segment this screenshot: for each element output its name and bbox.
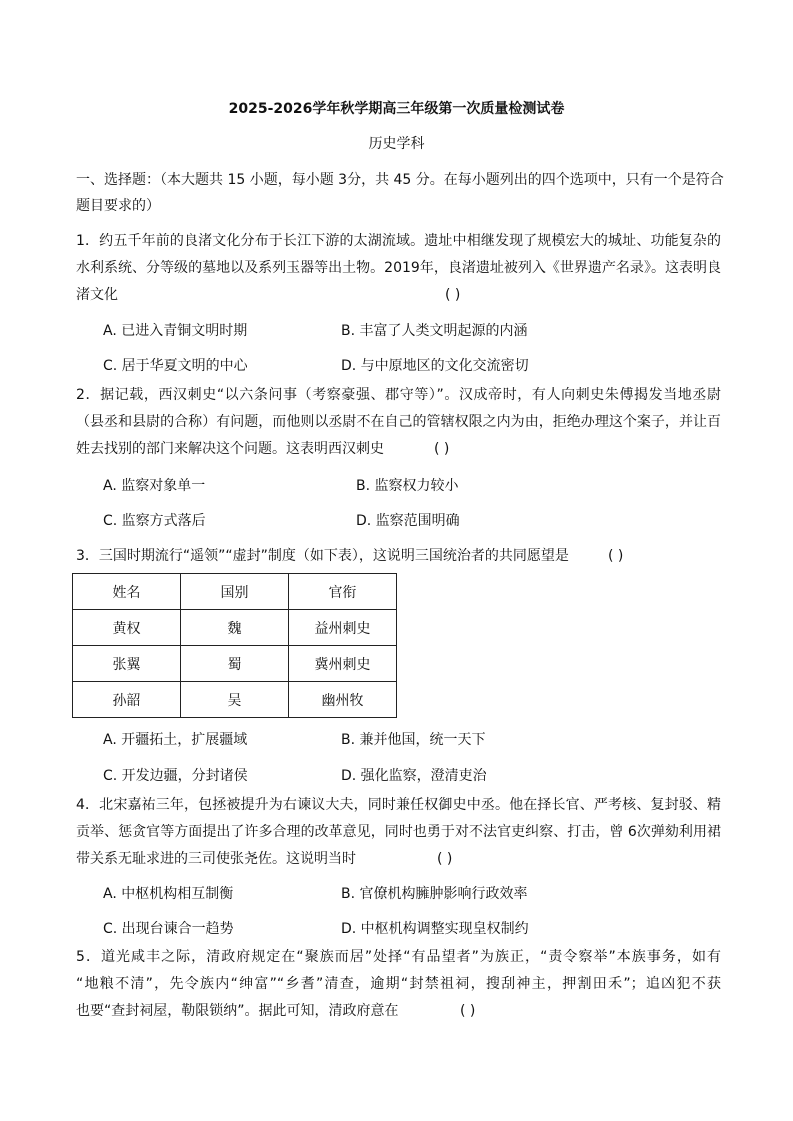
q2-stem-line-2: （县丞和县尉的合称）有问题，而他则以丞尉不在自己的管辖权限之内为由，拒绝办理这个案子，并让百 [76,414,721,430]
q4-option-a: A. 中枢机构相互制衡 [103,886,234,902]
q5-stem-line-3: 也要“查封祠屋，勒限锁纳”。据此可知，清政府意在 [76,1003,399,1019]
q4-stem-line-3: 带关系无耻求进的三司使张尧佐。这说明当时 [76,851,356,867]
table-header-row [73,574,397,610]
q3-table [72,573,397,718]
table-row [73,646,397,682]
table-cell: 黄权 [73,610,181,646]
exam-subject: 历史学科 [368,136,425,152]
q2-option-c: C. 监察方式落后 [103,513,206,529]
q4-stem-line-1: 4．北宋嘉祐三年，包拯被提升为右谏议大夫，同时兼任权御史中丞。他在择长官、严考核、复封驳、精 [76,797,721,813]
q1-stem-line-3 [76,285,721,305]
q1-option-b: B. 丰富了人类文明起源的内涵 [341,323,528,339]
table-cell: 张翼 [73,646,181,682]
table-cell: 益州刺史 [289,610,397,646]
q4-option-d: D. 中枢机构调整实现皇权制约 [341,921,529,937]
q5-stem-line-1: 5．道光咸丰之际，清政府规定在“聚族而居”处择“有品望者”为族正，“责令察举”本族事务，如有 [76,949,721,965]
q5-stem-line-2: “地粮不清”，先令族内“绅富”“乡耆”清查，逾期“封禁祖祠，搜刮神主，押割田禾”；追凶犯不获 [76,976,721,992]
q2-stem-line-3: 姓去找别的部门来解决这个问题。这表明西汉刺史 [76,441,384,457]
table-cell: 幽州牧 [289,682,397,718]
q1-stem-line-2: 水利系统、分等级的墓地以及系列玉器等出土物。2019年，良渚遗址被列入《世界遗产名录》。这表明良 [76,260,721,276]
q3-option-c: C. 开发边疆，分封诸侯 [103,768,248,784]
table-cell: 孙韶 [73,682,181,718]
q1-answer-paren: ( ) [445,287,461,303]
exam-title: 2025-2026学年秋学期高三年级第一次质量检测试卷 [228,101,565,117]
section-instructions-line-2: 题目要求的） [76,198,160,214]
q3-option-b: B. 兼并他国，统一天下 [341,732,486,748]
q1-option-d: D. 与中原地区的文化交流密切 [341,358,529,374]
table-header-cell: 国别 [181,574,289,610]
table-cell: 蜀 [181,646,289,682]
table-cell: 魏 [181,610,289,646]
q3-stem-line-1: 3．三国时期流行“遥领”“虚封”制度（如下表），这说明三国统治者的共同愿望是 [76,548,569,564]
q4-option-b: B. 官僚机构臃肿影响行政效率 [341,886,528,902]
table-cell: 冀州刺史 [289,646,397,682]
q2-option-d: D. 监察范围明确 [356,513,460,529]
q1-stem-line-1: 1．约五千年前的良渚文化分布于长江下游的太湖流域。遗址中相继发现了规模宏大的城址、功能复杂的 [76,233,721,249]
table-header-cell: 姓名 [73,574,181,610]
q1-option-c: C. 居于华夏文明的中心 [103,358,248,374]
q3-option-d: D. 强化监察，澄清吏治 [341,768,487,784]
q1-stem-text: 渚文化 [76,287,118,303]
q4-answer-paren: ( ) [437,851,453,867]
q4-option-c: C. 出现台谏合一趋势 [103,921,234,937]
table-cell: 吴 [181,682,289,718]
q2-option-b: B. 监察权力较小 [356,478,459,494]
q3-answer-paren: ( ) [608,548,624,564]
table-header-cell: 官衔 [289,574,397,610]
q5-answer-paren: ( ) [460,1003,476,1019]
q3-option-a: A. 开疆拓土，扩展疆域 [103,732,248,748]
q2-stem-line-1: 2．据记载，西汉刺史“以六条问事（考察豪强、郡守等）”。汉成帝时，有人向刺史朱傅揭发当地丞尉 [76,387,721,403]
table-row [73,682,397,718]
q4-stem-line-2: 贡举、惩贪官等方面提出了许多合理的改革意见，同时也勇于对不法官吏纠察、打击，曾 6次弹劾利用裙 [76,824,721,840]
q1-option-a: A. 已进入青铜文明时期 [103,323,248,339]
section-instructions-line-1: 一、选择题：（本大题共 15 小题，每小题 3分，共 45 分。在每小题列出的四个选项中，只有一个是符合 [76,172,724,188]
q2-answer-paren: ( ) [434,441,450,457]
table-row [73,610,397,646]
q2-option-a: A. 监察对象单一 [103,478,206,494]
